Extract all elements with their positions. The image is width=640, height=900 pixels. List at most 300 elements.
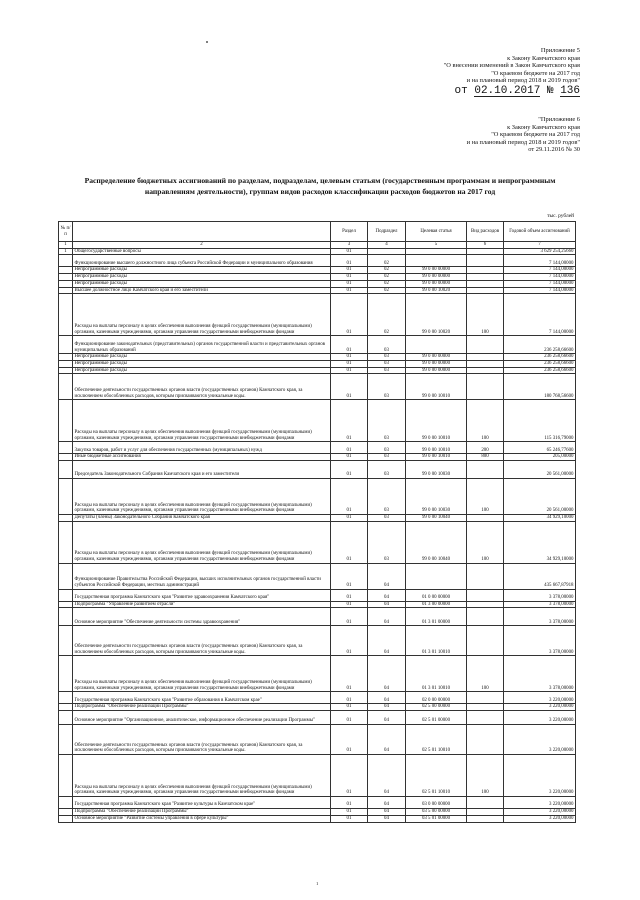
order-line <box>455 85 580 97</box>
appendix-5-line: "О внесении изменений в Закон Камчатского края <box>443 62 580 70</box>
cell-name: Подпрограмма "Управление развитием отрасли" <box>73 601 331 608</box>
cell-name: Подпрограмма "Обеспечение реализации Программы" <box>73 809 331 816</box>
cell-razdel: 01 <box>331 274 368 281</box>
cell-expense-type: 100 <box>467 656 504 692</box>
cell-expense-type <box>467 626 504 656</box>
cell-podrazdel: 04 <box>368 725 406 755</box>
cell-name: Расходы на выплаты персоналу в целях обеспечения выполнения функций государственными (муниципальными) органами, казенными учреждениями, органами управления государственными внебюджетными фондами <box>73 521 331 563</box>
cell-amount: 3 220,00000 <box>504 815 576 822</box>
table-row <box>59 521 576 563</box>
cell-amount: 236 258,66600 <box>504 336 576 354</box>
table-row <box>59 294 576 336</box>
cell-amount: 20 561,00000 <box>504 461 576 479</box>
page-number: 1 <box>316 881 319 886</box>
cell-name: Функционирование Правительства Российской Федерации, высших исполнительных органов государственной власти субъектов Российской Федерации, местных администраций <box>73 563 331 589</box>
cell-target-article <box>406 336 467 354</box>
cell-amount: 236 258,66600 <box>504 367 576 374</box>
cell-name: Обеспечение деятельности государственных органов власти (государственных органов) Камчатского края, за исключением обособленных расходов, которым присваиваются уникальные коды. <box>73 725 331 755</box>
cell-razdel: 01 <box>331 280 368 287</box>
cell-amount: 3 378,00000 <box>504 589 576 601</box>
cell-name: Закупка товаров, работ и услуг для обеспечения государственных (муниципальных) нужд <box>73 442 331 454</box>
cell-number <box>59 608 73 626</box>
cell-name: Председатель Законодательного Собрания Камчатского края и его заместители <box>73 461 331 479</box>
cell-amount: 20 561,00000 <box>504 479 576 515</box>
cell-podrazdel: 02 <box>368 255 406 267</box>
cell-expense-type <box>467 267 504 274</box>
cell-target-article: 99 0 00 00000 <box>406 274 467 281</box>
table-row <box>59 589 576 601</box>
cell-amount: 3 378,00000 <box>504 626 576 656</box>
cell-amount: 435 667,87918 <box>504 563 576 589</box>
cell-number <box>59 255 73 267</box>
cell-podrazdel: 03 <box>368 354 406 361</box>
cell-number <box>59 704 73 711</box>
cell-expense-type <box>467 692 504 704</box>
cell-expense-type <box>467 360 504 367</box>
cell-name: Расходы на выплаты персоналу в целях обеспечения выполнения функций государственными (муниципальными) органами, казенными учреждениями, органами управления государственными внебюджетными фондами <box>73 400 331 442</box>
cell-podrazdel: 03 <box>368 374 406 400</box>
table-row <box>59 336 576 354</box>
cell-razdel: 01 <box>331 248 368 255</box>
cell-number <box>59 626 73 656</box>
cell-expense-type: 100 <box>467 755 504 797</box>
table-row <box>59 711 576 725</box>
cell-target-article: 99 0 00 00000 <box>406 267 467 274</box>
appendix-5-line: "О краевом бюджете на 2017 год <box>491 69 580 77</box>
order-number: 136 <box>560 85 580 97</box>
cell-name: Высшее должностное лицо Камчатского края и его заместители <box>73 287 331 294</box>
cell-expense-type: 800 <box>467 454 504 461</box>
table-row <box>59 442 576 454</box>
cell-podrazdel <box>368 248 406 255</box>
cell-expense-type: 100 <box>467 400 504 442</box>
cell-number: 1 <box>59 248 73 255</box>
cell-expense-type: 100 <box>467 521 504 563</box>
cell-expense-type <box>467 711 504 725</box>
cell-expense-type <box>467 367 504 374</box>
cell-razdel: 01 <box>331 255 368 267</box>
cell-target-article: 99 0 00 10040 <box>406 515 467 522</box>
cell-podrazdel: 03 <box>368 400 406 442</box>
cell-amount: 236 258,66600 <box>504 354 576 361</box>
cell-expense-type <box>467 280 504 287</box>
cell-expense-type <box>467 809 504 816</box>
cell-amount: 180 768,56600 <box>504 374 576 400</box>
cell-number <box>59 515 73 522</box>
cell-amount: 7 144,00000 <box>504 294 576 336</box>
column-number: 1 <box>59 242 73 249</box>
cell-number <box>59 354 73 361</box>
cell-expense-type <box>467 248 504 255</box>
appendix-6-header <box>320 116 580 154</box>
appendix-6-line: и на плановый период 2018 и 2019 годов" <box>466 138 580 146</box>
cell-razdel: 01 <box>331 809 368 816</box>
cell-number <box>59 725 73 755</box>
cell-target-article: 99 0 00 10020 <box>406 287 467 294</box>
cell-expense-type <box>467 374 504 400</box>
budget-table <box>58 221 576 823</box>
cell-razdel: 01 <box>331 461 368 479</box>
table-row <box>59 692 576 704</box>
cell-name: Основное мероприятие "Обеспечение деятельности системы здравоохранения" <box>73 608 331 626</box>
cell-name: Расходы на выплаты персоналу в целях обеспечения выполнения функций государственными (муниципальными) органами, казенными учреждениями, органами управления государственными внебюджетными фондами <box>73 294 331 336</box>
document-title: Распределение бюджетных ассигнований по разделам, подразделам, целевым статьям (государственным программам и непрограммным направлениям деятельности), группам видов расходов классификации расходов бюджетов на 2017 год <box>84 176 556 196</box>
cell-name: Государственная программа Камчатского края "Развитие образования в Камчатском крае" <box>73 692 331 704</box>
cell-amount: 3 220,00000 <box>504 797 576 809</box>
cell-target-article: 01 3 00 00000 <box>406 601 467 608</box>
cell-expense-type <box>467 704 504 711</box>
table-row <box>59 815 576 822</box>
cell-name: Непрограммные расходы <box>73 280 331 287</box>
cell-name: Подпрограмма "Обеспечение реализации Программы" <box>73 704 331 711</box>
header-razdel: Раздел <box>331 222 368 242</box>
cell-number <box>59 336 73 354</box>
cell-razdel: 01 <box>331 354 368 361</box>
cell-number <box>59 656 73 692</box>
cell-amount: 3 378,00000 <box>504 656 576 692</box>
table-header-row <box>59 222 576 242</box>
header-number: № п/п <box>59 222 73 242</box>
cell-name: Непрограммные расходы <box>73 367 331 374</box>
cell-target-article: 99 0 00 10010 <box>406 374 467 400</box>
cell-podrazdel: 04 <box>368 797 406 809</box>
cell-razdel: 01 <box>331 797 368 809</box>
cell-target-article: 99 0 00 10030 <box>406 461 467 479</box>
cell-razdel: 01 <box>331 336 368 354</box>
header-podrazdel: Подраздел <box>368 222 406 242</box>
cell-razdel: 01 <box>331 442 368 454</box>
cell-target-article: 01 3 01 10010 <box>406 656 467 692</box>
cell-razdel: 01 <box>331 454 368 461</box>
cell-target-article <box>406 248 467 255</box>
cell-target-article: 99 0 00 10040 <box>406 521 467 563</box>
cell-razdel: 01 <box>331 287 368 294</box>
cell-expense-type: 200 <box>467 442 504 454</box>
cell-target-article: 01 3 01 10010 <box>406 626 467 656</box>
cell-target-article: 01 0 00 00000 <box>406 589 467 601</box>
cell-name: Расходы на выплаты персоналу в целях обеспечения выполнения функций государственными (муниципальными) органами, казенными учреждениями, органами управления государственными внебюджетными фондами <box>73 755 331 797</box>
order-number-sign: № <box>546 85 554 97</box>
cell-razdel: 01 <box>331 267 368 274</box>
cell-number <box>59 442 73 454</box>
column-number: 4 <box>368 242 406 249</box>
table-row <box>59 461 576 479</box>
appendix-5-line: к Закону Камчатского края <box>507 54 580 62</box>
table-row <box>59 704 576 711</box>
cell-expense-type <box>467 354 504 361</box>
cell-podrazdel: 03 <box>368 367 406 374</box>
cell-expense-type <box>467 815 504 822</box>
cell-razdel: 01 <box>331 711 368 725</box>
cell-razdel: 01 <box>331 589 368 601</box>
cell-razdel: 01 <box>331 515 368 522</box>
cell-podrazdel: 03 <box>368 521 406 563</box>
appendix-5-line: и на плановый период 2018 и 2019 годов" <box>466 77 580 85</box>
cell-target-article: 99 0 00 10010 <box>406 442 467 454</box>
cell-name: Непрограммные расходы <box>73 267 331 274</box>
cell-number <box>59 711 73 725</box>
scan-dot <box>206 41 208 43</box>
table-row <box>59 354 576 361</box>
cell-razdel: 01 <box>331 563 368 589</box>
cell-number <box>59 374 73 400</box>
units-label: тыс. рублей <box>547 213 574 219</box>
cell-podrazdel: 04 <box>368 711 406 725</box>
cell-name: Обеспечение деятельности государственных органов власти (государственных органов) Камчатского края, за исключением обособленных расходов, которым присваиваются уникальные коды. <box>73 374 331 400</box>
table-row <box>59 626 576 656</box>
table-row <box>59 248 576 255</box>
cell-amount: 3 220,00000 <box>504 725 576 755</box>
cell-razdel: 01 <box>331 400 368 442</box>
cell-target-article: 03 5 00 00000 <box>406 809 467 816</box>
cell-number <box>59 563 73 589</box>
cell-podrazdel: 02 <box>368 274 406 281</box>
cell-podrazdel: 04 <box>368 563 406 589</box>
cell-target-article: 03 5 01 00000 <box>406 815 467 822</box>
cell-number <box>59 809 73 816</box>
cell-amount: 7 144,00000 <box>504 274 576 281</box>
cell-razdel: 01 <box>331 815 368 822</box>
cell-number <box>59 479 73 515</box>
cell-expense-type <box>467 797 504 809</box>
appendix-6-line: к Закону Камчатского края <box>507 123 580 131</box>
cell-target-article <box>406 563 467 589</box>
cell-target-article: 02 5 01 10010 <box>406 755 467 797</box>
cell-target-article: 02 5 01 10010 <box>406 725 467 755</box>
table-row <box>59 479 576 515</box>
cell-podrazdel: 03 <box>368 454 406 461</box>
cell-number <box>59 692 73 704</box>
cell-razdel: 01 <box>331 294 368 336</box>
table-row <box>59 601 576 608</box>
cell-target-article: 99 0 00 00000 <box>406 354 467 361</box>
cell-podrazdel: 04 <box>368 656 406 692</box>
cell-amount: 7 144,00000 <box>504 280 576 287</box>
cell-razdel: 01 <box>331 626 368 656</box>
table-row <box>59 656 576 692</box>
column-number: 3 <box>331 242 368 249</box>
cell-razdel: 01 <box>331 692 368 704</box>
cell-razdel: 01 <box>331 608 368 626</box>
table-row <box>59 255 576 267</box>
cell-amount: 236 258,66600 <box>504 360 576 367</box>
cell-podrazdel: 04 <box>368 626 406 656</box>
cell-expense-type <box>467 461 504 479</box>
cell-expense-type <box>467 336 504 354</box>
cell-razdel: 01 <box>331 360 368 367</box>
cell-name: Основное мероприятие "Организационное, аналитическое, информационное обеспечение реализации Программы" <box>73 711 331 725</box>
cell-expense-type <box>467 274 504 281</box>
cell-expense-type <box>467 515 504 522</box>
cell-podrazdel: 02 <box>368 280 406 287</box>
cell-expense-type <box>467 589 504 601</box>
cell-amount: 3 378,00000 <box>504 608 576 626</box>
cell-amount: 205,00000 <box>504 454 576 461</box>
appendix-6-line: от 29.11.2016 № 30 <box>528 146 580 154</box>
cell-number <box>59 797 73 809</box>
cell-target-article: 02 5 01 00000 <box>406 711 467 725</box>
cell-amount: 3 378,00000 <box>504 601 576 608</box>
cell-expense-type <box>467 608 504 626</box>
table-row <box>59 287 576 294</box>
cell-razdel: 01 <box>331 755 368 797</box>
table-row <box>59 515 576 522</box>
cell-amount: 65 246,77600 <box>504 442 576 454</box>
header-name <box>73 222 331 242</box>
cell-razdel: 01 <box>331 656 368 692</box>
cell-amount: 3 220,00000 <box>504 692 576 704</box>
cell-amount: 7 144,00000 <box>504 267 576 274</box>
column-number: 2 <box>73 242 331 249</box>
cell-amount: 3 220,00000 <box>504 704 576 711</box>
cell-target-article: 99 0 00 10010 <box>406 400 467 442</box>
cell-amount: 3 629 254,25660 <box>504 248 576 255</box>
cell-name: Расходы на выплаты персоналу в целях обеспечения выполнения функций государственными (муниципальными) органами, казенными учреждениями, органами управления государственными внебюджетными фондами <box>73 479 331 515</box>
cell-podrazdel: 02 <box>368 287 406 294</box>
cell-number <box>59 267 73 274</box>
table-row <box>59 274 576 281</box>
cell-number <box>59 367 73 374</box>
table-row <box>59 608 576 626</box>
cell-amount: 34 929,10000 <box>504 515 576 522</box>
cell-amount: 7 144,00000 <box>504 287 576 294</box>
cell-target-article: 01 3 01 00000 <box>406 608 467 626</box>
cell-razdel: 01 <box>331 374 368 400</box>
cell-number <box>59 294 73 336</box>
cell-name: Основное мероприятие "Развитие системы управления в сфере культуры" <box>73 815 331 822</box>
cell-amount: 3 220,00000 <box>504 755 576 797</box>
cell-amount: 115 316,79000 <box>504 400 576 442</box>
cell-number <box>59 589 73 601</box>
cell-expense-type <box>467 725 504 755</box>
cell-podrazdel: 03 <box>368 515 406 522</box>
cell-podrazdel: 03 <box>368 461 406 479</box>
cell-podrazdel: 04 <box>368 692 406 704</box>
table-row <box>59 454 576 461</box>
cell-podrazdel: 04 <box>368 809 406 816</box>
cell-number <box>59 601 73 608</box>
order-prefix: от <box>454 85 468 97</box>
table-row <box>59 267 576 274</box>
appendix-6-line: "О краевом бюджете на 2017 год <box>491 131 580 139</box>
cell-name: Депутаты (члены) Законодательного Собрания Камчатского края <box>73 515 331 522</box>
cell-expense-type <box>467 563 504 589</box>
cell-podrazdel: 04 <box>368 589 406 601</box>
table-row <box>59 360 576 367</box>
table-row <box>59 809 576 816</box>
cell-podrazdel: 04 <box>368 755 406 797</box>
cell-number <box>59 280 73 287</box>
cell-name: Расходы на выплаты персоналу в целях обеспечения выполнения функций государственными (муниципальными) органами, казенными учреждениями, органами управления государственными внебюджетными фондами <box>73 656 331 692</box>
column-number: 6 <box>467 242 504 249</box>
table-row <box>59 563 576 589</box>
cell-name: Непрограммные расходы <box>73 274 331 281</box>
cell-podrazdel: 04 <box>368 608 406 626</box>
cell-number <box>59 461 73 479</box>
table-row <box>59 755 576 797</box>
cell-target-article: 99 0 00 10010 <box>406 454 467 461</box>
table-row <box>59 797 576 809</box>
column-number-row <box>59 242 576 249</box>
cell-razdel: 01 <box>331 725 368 755</box>
cell-number <box>59 755 73 797</box>
cell-amount: 7 144,00000 <box>504 255 576 267</box>
cell-target-article: 03 0 00 00000 <box>406 797 467 809</box>
cell-number <box>59 287 73 294</box>
table-body <box>59 248 576 822</box>
cell-name: Иные бюджетные ассигнования <box>73 454 331 461</box>
cell-number <box>59 815 73 822</box>
cell-target-article: 99 0 00 10030 <box>406 479 467 515</box>
cell-podrazdel: 03 <box>368 360 406 367</box>
cell-expense-type <box>467 601 504 608</box>
cell-number <box>59 360 73 367</box>
cell-amount: 3 220,00000 <box>504 711 576 725</box>
header-expense-type: Вид расходов <box>467 222 504 242</box>
cell-target-article: 99 0 00 00000 <box>406 280 467 287</box>
cell-number <box>59 454 73 461</box>
cell-target-article: 02 0 00 00000 <box>406 692 467 704</box>
cell-podrazdel: 04 <box>368 704 406 711</box>
column-number: 5 <box>406 242 467 249</box>
cell-expense-type: 100 <box>467 294 504 336</box>
cell-podrazdel: 03 <box>368 442 406 454</box>
cell-name: Функционирование законодательных (представительных) органов государственной власти и представительных органов муниципальных образований <box>73 336 331 354</box>
cell-amount: 3 220,00000 <box>504 809 576 816</box>
cell-name: Государственная программа Камчатского края "Развитие культуры в Камчатском крае" <box>73 797 331 809</box>
cell-name: Непрограммные расходы <box>73 354 331 361</box>
cell-name: Непрограммные расходы <box>73 360 331 367</box>
cell-expense-type <box>467 287 504 294</box>
cell-podrazdel: 03 <box>368 336 406 354</box>
cell-name: Общегосударственные вопросы <box>73 248 331 255</box>
table-row <box>59 280 576 287</box>
cell-podrazdel: 04 <box>368 815 406 822</box>
header-annual-volume: Годовой объем ассигнований <box>504 222 576 242</box>
cell-razdel: 01 <box>331 521 368 563</box>
cell-razdel: 01 <box>331 479 368 515</box>
cell-razdel: 01 <box>331 367 368 374</box>
cell-name: Государственная программа Камчатского края "Развитие здравоохранения Камчатского края" <box>73 589 331 601</box>
table-row <box>59 725 576 755</box>
appendix-5-header <box>250 47 580 85</box>
appendix-5-line: Приложение 5 <box>540 47 580 54</box>
cell-name: Обеспечение деятельности государственных органов власти (государственных органов) Камчатского края, за исключением обособленных расходов, которым присваиваются уникальные коды. <box>73 626 331 656</box>
appendix-6-line: "Приложение 6 <box>538 116 580 123</box>
table-row <box>59 374 576 400</box>
table-row <box>59 400 576 442</box>
cell-expense-type <box>467 255 504 267</box>
cell-number <box>59 521 73 563</box>
cell-target-article: 99 0 00 00000 <box>406 360 467 367</box>
cell-name: Функционирование высшего должностного лица субъекта Российской Федерации и муниципального образования <box>73 255 331 267</box>
cell-target-article: 99 0 00 10020 <box>406 294 467 336</box>
cell-amount: 34 929,10000 <box>504 521 576 563</box>
cell-target-article: 99 0 00 00000 <box>406 367 467 374</box>
cell-target-article <box>406 255 467 267</box>
header-target-article: Целевая статья <box>406 222 467 242</box>
cell-expense-type: 100 <box>467 479 504 515</box>
cell-podrazdel: 02 <box>368 267 406 274</box>
cell-number <box>59 274 73 281</box>
cell-razdel: 01 <box>331 704 368 711</box>
table-row <box>59 367 576 374</box>
cell-razdel: 01 <box>331 601 368 608</box>
cell-number <box>59 400 73 442</box>
cell-podrazdel: 04 <box>368 601 406 608</box>
order-date: 02.10.2017 <box>474 85 541 97</box>
cell-target-article: 02 5 00 00000 <box>406 704 467 711</box>
